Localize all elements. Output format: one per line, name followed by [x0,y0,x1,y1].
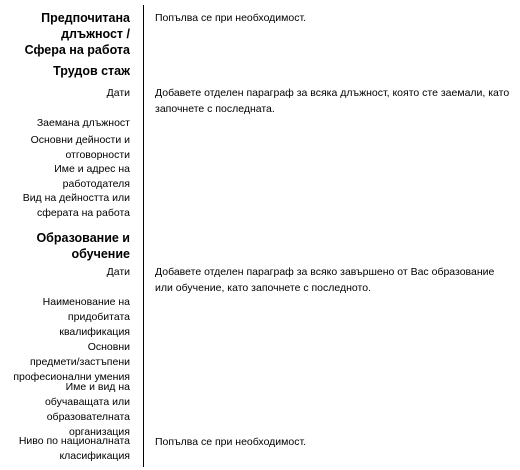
level-label-line: класификация [59,450,130,462]
main-duties-label-line: Основни дейности и [30,134,130,146]
organisation-label-line: организация [68,426,130,438]
work-experience-heading: Трудов стаж [53,64,130,78]
employer-label-line: Име и адрес на [54,163,130,175]
preferred-position-label [25,10,130,58]
qualification-label-line: придобитата [67,311,130,323]
preferred-position-label-line: Предпочитана [41,11,130,25]
employer-label [54,162,130,192]
education-heading-line: обучение [71,247,130,261]
education-heading-line: Образование и [36,231,130,245]
subjects-label-line: предмети/застъпени [29,356,130,368]
organisation-label [45,380,130,440]
education-dates-label: Дати [106,266,130,278]
work-dates-value: Добавете отделен параграф за всяка длъжност, която сте заемали, като започнете с последната. [155,87,510,115]
subjects-label [13,340,130,385]
level-value: Попълва се при необходимост. [155,436,307,448]
organisation-label-line: образователната [46,411,130,423]
education-dates-value: Добавете отделен параграф за всяко завършено от Вас образование или обучение, като започнете с последното. [155,266,495,294]
position-held-label: Заемана длъжност [36,117,130,129]
qualification-label-line: квалификация [59,326,130,338]
preferred-position-value: Попълва се при необходимост. [155,12,307,24]
level-label-line: Ниво по националната [18,435,130,447]
main-duties-label [31,133,130,163]
preferred-position-label-line: Сфера на работа [24,43,130,57]
sector-label [23,191,130,221]
main-duties-label-line: отговорности [65,149,130,161]
qualification-label-line: Наименование на [42,296,130,308]
column-divider [143,5,144,467]
organisation-label-line: обучаващата или [44,396,130,408]
education-heading [36,230,130,262]
subjects-label-line: Основни [87,341,130,353]
employer-label-line: работодателя [62,178,130,190]
qualification-label [43,295,130,340]
preferred-position-label-line: длъжност / [61,27,130,41]
subjects-label-line: професионални умения [13,371,130,383]
organisation-label-line: Име и вид на [65,381,130,393]
level-label [19,434,130,464]
sector-label-line: сферата на работа [36,207,130,219]
sector-label-line: Вид на дейността или [22,192,130,204]
work-dates-label: Дати [106,87,130,99]
